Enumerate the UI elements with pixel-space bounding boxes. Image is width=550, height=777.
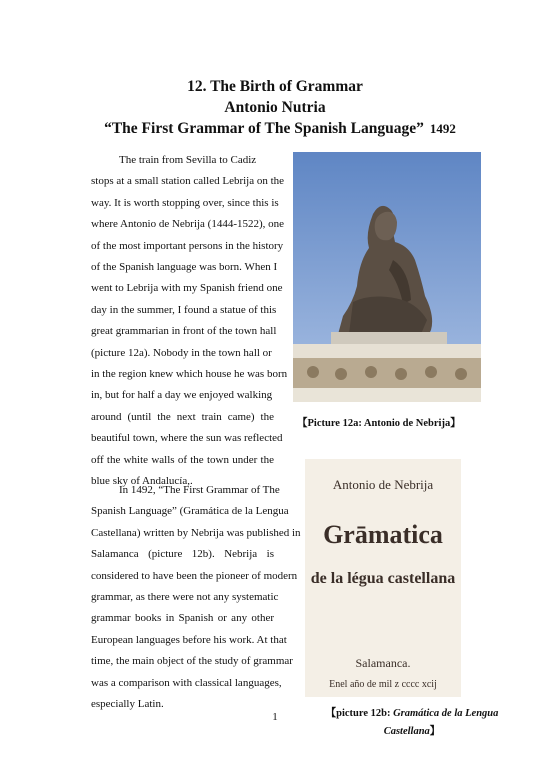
text-line: was a comparison with classical languages, [91, 676, 282, 689]
book-title-text: “The First Grammar of The Spanish Language” [104, 120, 424, 137]
text-line: grammar books in Spanish or any other [91, 612, 274, 625]
text-line: went to Lebrija with my Spanish friend one [91, 282, 283, 295]
text-line: Castellana) written by Nebrija was published in [91, 526, 301, 539]
text-line: in the region knew which house he was born [91, 368, 288, 381]
text-line: stops at a small station called Lebrija on the [91, 175, 285, 188]
text-line: off the white walls of the town under the [91, 453, 274, 466]
text-line: especially Latin. [91, 698, 164, 711]
statue-photo [293, 152, 481, 402]
book-title [60, 120, 500, 138]
chapter-title: 12. The Birth of Grammar [187, 78, 363, 95]
text-line: of the most important persons in the history [91, 239, 284, 252]
text-line: The train from Sevilla to Cadiz [119, 154, 257, 166]
cover-author: Antonio de Nebrija [332, 477, 434, 492]
cover-place: Salamanca. [355, 656, 411, 670]
caption-b-suffix: 】 [429, 726, 441, 737]
book-cover-image [305, 459, 461, 697]
text-line: Spanish Language” (Gramática de la Lengua [91, 505, 289, 518]
caption-b-title: Gramática de la Lengua Castellana [383, 708, 499, 737]
page-number: 1 [272, 711, 278, 723]
text-line: in, but for half a day we enjoyed walking [91, 389, 273, 402]
text-line: way. It is worth stopping over, since this is [91, 196, 279, 209]
text-line: great grammarian in front of the town hall [91, 325, 277, 338]
caption-picture-12a: 【Picture 12a: Antonio de Nebrija】 [297, 418, 461, 429]
author-name: Antonio Nutria [224, 99, 326, 116]
caption-b-prefix: 【picture 12b: [325, 708, 394, 719]
text-line: where Antonio de Nebrija (1444-1522), one [91, 218, 285, 231]
text-line: time, the main object of the study of grammar [91, 655, 293, 668]
text-line: day in the summer, I found a statue of this [91, 303, 277, 316]
paragraph-2 [91, 480, 301, 715]
text-line: grammar, as there were not any systematic [91, 591, 279, 604]
paragraph-1 [91, 150, 288, 493]
cover-title-2: de la légua castellana [310, 570, 456, 587]
statue-photo-drawing [293, 152, 481, 402]
text-line: Salamanca (picture 12b). Nebrija is [91, 548, 274, 561]
cover-date: Enel año de mil z cccc xcij [329, 679, 437, 690]
book-year: 1492 [429, 121, 456, 136]
text-line: considered to have been the pioneer of modern [91, 569, 298, 582]
text-line: (picture 12a). Nobody in the town hall or [91, 346, 272, 359]
book-cover-drawing [305, 459, 461, 697]
text-line: of the Spanish language was born. When I [91, 261, 278, 274]
text-line: blue sky of Andalucía,. [91, 475, 193, 488]
text-line: In 1492, “The First Grammar of The [119, 484, 280, 496]
text-line: around (until the next train came) the [91, 410, 274, 423]
cover-title-1: Grāmatica [323, 520, 443, 549]
text-line: beautiful town, where the sun was reflected [91, 432, 283, 445]
text-line: European languages before his work. At that [91, 633, 287, 646]
